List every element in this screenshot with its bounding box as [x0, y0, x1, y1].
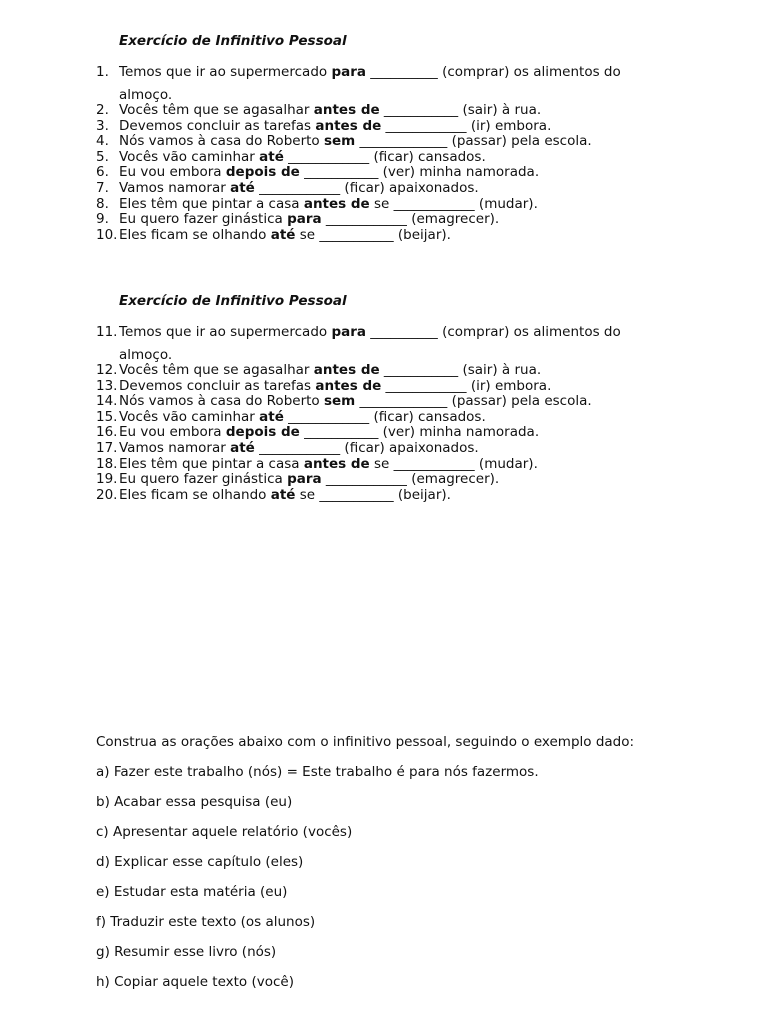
item-text: ___________ (ver) minha namorada.	[299, 424, 540, 441]
list-item	[96, 379, 696, 395]
item-text: se ___________ (beijar).	[295, 226, 451, 243]
item-number: 19.	[96, 471, 118, 488]
item-number: 4.	[96, 133, 109, 150]
item-text: __________ (comprar) os alimentos do	[365, 64, 621, 80]
list-item	[96, 488, 696, 504]
item-number: 9.	[96, 211, 109, 228]
item-number: 13.	[96, 377, 118, 394]
item-text: __________ (comprar) os alimentos do	[365, 324, 621, 340]
item-text: ___________ (sair) à rua.	[379, 102, 542, 118]
item-text: Eles têm que pintar a casa	[119, 195, 304, 212]
item-continuation: almoço.	[119, 347, 173, 363]
item-text: Nós vamos à casa do Roberto	[119, 393, 324, 410]
part2-line-b: b) Acabar essa pesquisa (eu)	[96, 794, 293, 810]
item-keyword: depois de	[225, 164, 300, 181]
part2-line-a: a) Fazer este trabalho (nós) = Este trabalho é para nós fazermos.	[96, 764, 539, 780]
item-number: 11.	[96, 324, 118, 340]
list-item	[96, 165, 696, 181]
item-number: 2.	[96, 102, 109, 118]
item-number: 6.	[96, 164, 109, 181]
list-item	[96, 441, 696, 457]
item-text: Eles ficam se olhando	[119, 486, 271, 503]
item-keyword: antes de	[315, 377, 382, 394]
section2-list	[96, 325, 696, 503]
item-number: 14.	[96, 393, 118, 410]
list-item	[96, 325, 696, 363]
item-keyword: até	[230, 179, 255, 196]
item-text: Eu quero fazer ginástica	[119, 471, 288, 488]
item-text: ___________ (ver) minha namorada.	[299, 164, 540, 181]
part2-line-h: h) Copiar aquele texto (você)	[96, 974, 294, 990]
list-item	[96, 134, 696, 150]
item-keyword: antes de	[313, 102, 380, 118]
item-text: _____________ (passar) pela escola.	[355, 393, 592, 410]
item-text: ____________ (ficar) cansados.	[283, 408, 486, 425]
item-text: Vamos namorar	[119, 439, 231, 456]
item-keyword: antes de	[303, 455, 370, 472]
item-keyword: depois de	[225, 424, 300, 441]
item-keyword: para	[287, 211, 322, 228]
item-text: Nós vamos à casa do Roberto	[119, 133, 324, 150]
item-number: 8.	[96, 195, 109, 212]
item-keyword: até	[230, 439, 255, 456]
item-text: Eu vou embora	[119, 164, 226, 181]
item-keyword: até	[259, 408, 284, 425]
item-keyword: até	[270, 226, 296, 243]
list-item	[96, 394, 696, 410]
item-keyword: para	[287, 471, 322, 488]
item-keyword: até	[259, 148, 284, 165]
list-item	[96, 410, 696, 426]
list-item	[96, 197, 696, 213]
part2-instruction: Construa as orações abaixo com o infinitivo pessoal, seguindo o exemplo dado:	[96, 734, 635, 750]
item-number: 1.	[96, 64, 109, 80]
item-text: se ____________ (mudar).	[369, 455, 538, 472]
item-number: 12.	[96, 362, 118, 378]
item-keyword: até	[270, 486, 296, 503]
item-text: ____________ (ficar) apaixonados.	[254, 179, 479, 196]
item-text: ___________ (sair) à rua.	[379, 362, 542, 378]
list-item	[96, 425, 696, 441]
item-number: 10.	[96, 226, 118, 243]
item-text: Vocês vão caminhar	[119, 148, 260, 165]
item-text: Temos que ir ao supermercado	[119, 324, 332, 340]
item-text: ____________ (emagrecer).	[321, 471, 500, 488]
item-text: se ____________ (mudar).	[369, 195, 538, 212]
section1-title: Exercício de Infinitivo Pessoal	[119, 33, 347, 49]
section1-list	[96, 65, 696, 243]
item-keyword: sem	[323, 393, 356, 410]
item-text: _____________ (passar) pela escola.	[355, 133, 592, 150]
part2-line-g: g) Resumir esse livro (nós)	[96, 944, 277, 960]
item-text: Eu vou embora	[119, 424, 226, 441]
item-text: Devemos concluir as tarefas	[119, 377, 316, 394]
item-text: ____________ (ir) embora.	[381, 377, 552, 394]
part2-line-e: e) Estudar esta matéria (eu)	[96, 884, 288, 900]
part2-line-c: c) Apresentar aquele relatório (vocês)	[96, 824, 353, 840]
item-keyword: para	[331, 64, 366, 80]
item-text: Vocês têm que se agasalhar	[119, 362, 314, 378]
item-text: ____________ (ficar) apaixonados.	[254, 439, 479, 456]
item-number: 17.	[96, 439, 118, 456]
item-text: Eles têm que pintar a casa	[119, 455, 304, 472]
list-item	[96, 457, 696, 473]
part2-line-d: d) Explicar esse capítulo (eles)	[96, 854, 304, 870]
item-number: 5.	[96, 148, 109, 165]
item-keyword: antes de	[315, 117, 382, 134]
list-item	[96, 363, 696, 379]
item-keyword: antes de	[303, 195, 370, 212]
item-keyword: antes de	[313, 362, 380, 378]
section2-title: Exercício de Infinitivo Pessoal	[119, 293, 347, 309]
item-text: se ___________ (beijar).	[295, 486, 451, 503]
item-number: 7.	[96, 179, 109, 196]
item-keyword: para	[331, 324, 366, 340]
item-text: Eu quero fazer ginástica	[119, 211, 288, 228]
list-item	[96, 472, 696, 488]
item-text: Devemos concluir as tarefas	[119, 117, 316, 134]
item-number: 3.	[96, 117, 109, 134]
item-continuation: almoço.	[119, 87, 173, 103]
item-number: 20.	[96, 486, 118, 503]
item-text: Vocês vão caminhar	[119, 408, 260, 425]
list-item	[96, 212, 696, 228]
item-text: ____________ (ficar) cansados.	[283, 148, 486, 165]
item-text: ____________ (ir) embora.	[381, 117, 552, 134]
list-item	[96, 65, 696, 103]
item-number: 16.	[96, 424, 118, 441]
item-keyword: sem	[323, 133, 356, 150]
list-item	[96, 228, 696, 244]
list-item	[96, 150, 696, 166]
item-text: Vocês têm que se agasalhar	[119, 102, 314, 118]
item-number: 18.	[96, 455, 118, 472]
item-text: ____________ (emagrecer).	[321, 211, 500, 228]
list-item	[96, 103, 696, 119]
part2-line-f: f) Traduzir este texto (os alunos)	[96, 914, 316, 930]
item-number: 15.	[96, 408, 118, 425]
list-item	[96, 119, 696, 135]
item-text: Vamos namorar	[119, 179, 231, 196]
list-item	[96, 181, 696, 197]
item-text: Temos que ir ao supermercado	[119, 64, 332, 80]
item-text: Eles ficam se olhando	[119, 226, 271, 243]
